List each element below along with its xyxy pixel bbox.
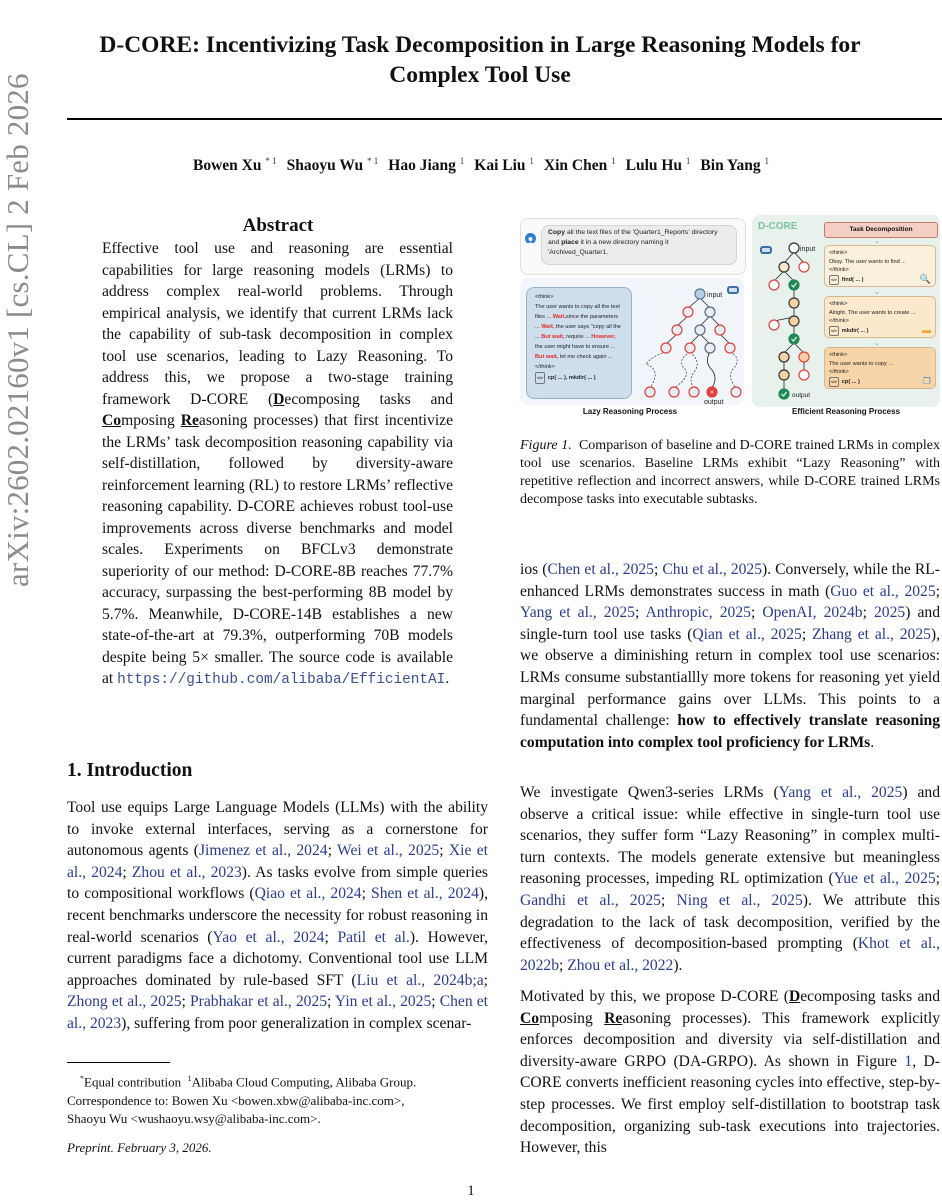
step-think-line: <think> xyxy=(829,301,848,307)
citation-link[interactable]: Chen et al., 2023 xyxy=(67,993,489,1032)
citation-link[interactable]: Khot et al., 2022b xyxy=(520,935,940,974)
body-text: ; xyxy=(181,993,190,1011)
think-text: the user might have to ensure ... xyxy=(535,344,616,350)
citation-link[interactable]: Ning et al., 2025 xyxy=(676,891,803,909)
body-text: ; xyxy=(431,993,440,1011)
body-text: We investigate Qwen3-series LRMs ( xyxy=(520,784,779,801)
citation-link[interactable]: Zhang et al., 2025 xyxy=(812,625,931,643)
think-text: since the parameters ... xyxy=(535,314,619,330)
body-text: ), suffering from poor generalization in complex scenar- xyxy=(121,1014,472,1032)
page-number: 1 xyxy=(467,1183,475,1199)
author-affiliation-mark: 1 xyxy=(685,156,691,166)
citation-link[interactable]: Liu et al., 2024b;a xyxy=(356,971,484,989)
body-text: ; xyxy=(862,604,874,622)
citation-link[interactable]: Chen et al., 2025 xyxy=(547,561,654,578)
reflection-word: But wait, xyxy=(541,334,565,340)
citation-link[interactable]: Yang et al., 2025 xyxy=(778,784,903,801)
bold-text: how to effectively translate reasoning computation into complex tool proficiency for LRMs xyxy=(520,712,941,751)
lazy-think-box: <think> The user wants to copy all the text files ... Wait,since the parameters ... Wait, the user says "copy all the ... But wait, require ... However, the user might have to ensure ... But wait, let me check again ... </think> </> cp( ... ), mkdir( ... ) xyxy=(526,287,632,399)
abstract-body xyxy=(102,238,453,692)
preprint-date: Preprint. February 3, 2026. xyxy=(67,1140,212,1155)
section-heading-introduction: 1. Introduction xyxy=(67,760,193,781)
task-decomposition-header: Task Decomposition xyxy=(824,222,938,238)
body-text: ; xyxy=(653,561,663,578)
code-icon: </> xyxy=(829,377,839,388)
author-name: Kai Liu $^1$ xyxy=(474,156,534,175)
robot-icon xyxy=(760,246,772,254)
citation-link[interactable]: Gandhi et al., 2025 xyxy=(520,891,661,909)
author-name: Xin Chen $^1$ xyxy=(543,156,616,175)
step-think-line: The user wants to copy ... xyxy=(829,360,894,367)
dcore-tag: D-CORE xyxy=(758,221,798,232)
citation-link[interactable]: Zhong et al., 2025 xyxy=(67,993,182,1011)
citation-link[interactable]: Yue et al., 2025 xyxy=(833,870,936,888)
query-bold-place: place xyxy=(561,239,579,246)
body-text: Motivated by this, we propose D-CORE ( xyxy=(520,988,789,1005)
reflection-word: However, xyxy=(591,334,616,340)
tree-output-label: output xyxy=(704,399,724,405)
body-text: , D-CORE converts inefficient reasoning cycles into effective, step-by-step processes. We first employ self-distillation to bootstrap task decomposition, organizing sub-task executions into trajectories. However, this xyxy=(520,1052,940,1157)
query-text-2: it in a new directory naming it 'Archived_Quarter1. xyxy=(548,239,669,256)
user-query-card xyxy=(520,218,746,275)
author-affiliation-mark: * 1 xyxy=(367,156,379,166)
author-name: Lulu Hu $^1$ xyxy=(625,156,691,175)
footnote-correspondence-1: Correspondence to: Bowen Xu <bowen.xbw@alibaba-inc.com>, xyxy=(67,1092,405,1108)
footnote-rule xyxy=(67,1062,170,1063)
author-affiliation-mark: 1 xyxy=(529,156,534,166)
figure-1 xyxy=(514,215,942,425)
step-think-line: Okay. The user wants to find ... xyxy=(829,258,906,265)
citation-link[interactable]: 2025 xyxy=(874,604,906,622)
arxiv-stamp-text[interactable]: arXiv:2602.02160v1 [cs.CL] 2 Feb 2026 xyxy=(0,73,35,587)
abstract-text-4: asoning processes) that first incentivize the LRMs’ task decomposition reasoning capability via self-distillation, followed by diversity-aware reinforcement learning (RL) to restore LRMs’ reflective reasoning capability. D-CORE achieves robust tool-use improvements across diverse benchmarks and model scales. Experiments on BFCLv3 demonstrate superiority of our method: D-CORE-8B reaches 77.7% accuracy, surpassing the best-performing 8B model by 5.7%. Meanwhile, D-CORE-14B establishes a new state-of-the-art at 79.3%, outperforming 70B models despite being 5× smaller. The source code is available at xyxy=(102,412,453,687)
think-text: The user wants to copy all the text files ... xyxy=(535,304,620,320)
code-icon: </> xyxy=(829,326,839,337)
author-name: Hao Jiang $^1$ xyxy=(388,156,465,175)
author-name: Bowen Xu $^{* 1}$ xyxy=(193,156,277,175)
body-text: ). We attribute this degradation to the lack of task decomposition, verified by the effectiveness of decomposition-based prompting ( xyxy=(520,891,941,953)
footnote-affiliation: Alibaba Cloud Computing, Alibaba Group. xyxy=(191,1074,417,1090)
code-icon: </> xyxy=(829,275,839,286)
acronym-d: D xyxy=(273,390,285,408)
citation-link[interactable]: Zhou et al., 2023 xyxy=(131,863,242,881)
body-text: ; xyxy=(327,993,335,1011)
copy-file-icon: ❐ xyxy=(922,375,931,386)
title-line-1: D-CORE: Incentivizing Task Decomposition in Large Reasoning Models for xyxy=(99,32,861,58)
citation-link[interactable]: Yao et al., 2024 xyxy=(212,928,325,946)
citation-link[interactable]: Zhou et al., 2022 xyxy=(567,956,674,974)
user-query-text xyxy=(541,225,737,265)
body-text: ), recent benchmarks underscore the necessity for robust reasoning in real-world scenarios ( xyxy=(67,885,488,946)
acronym-co: Co xyxy=(102,412,122,429)
author-list xyxy=(60,156,902,175)
caption-label: Figure 1. xyxy=(520,438,572,453)
acronym-letter: Co xyxy=(520,1009,540,1027)
body-text: ; xyxy=(660,891,677,909)
reflection-word: Wait, xyxy=(552,314,566,320)
acronym-re: Re xyxy=(180,412,199,429)
citation-link[interactable]: 1 xyxy=(904,1052,913,1070)
body-text: ) and observe a critical issue: while effective in single-turn tool use scenarios, they suffer form “Lazy Reasoning” in complex multi-turn contexts. The models generate extensive but meaningless reasoning processes, impeding RL optimization ( xyxy=(520,784,941,888)
step-box-find: <think> Okay. The user wants to find ... </think> </> find( ... ) 🔍 xyxy=(824,245,936,287)
body-text: ; xyxy=(361,885,372,903)
efficient-reasoning-panel xyxy=(752,215,940,407)
reflection-word: But wait, xyxy=(535,354,559,360)
intro-paragraph-2 xyxy=(520,782,940,976)
intro-paragraph-3 xyxy=(520,986,940,1159)
citation-link[interactable]: Patil et al. xyxy=(337,928,410,946)
github-link[interactable]: https://github.com/alibaba/EfficientAI xyxy=(117,672,446,688)
title-line-2: Complex Tool Use xyxy=(389,62,571,88)
citation-link[interactable]: Anthropic, 2025 xyxy=(645,604,751,622)
body-text: ; xyxy=(935,582,940,600)
intro-paragraph-1-continued xyxy=(520,559,940,753)
body-text: ; xyxy=(935,870,941,888)
think-text: require ... xyxy=(564,334,592,340)
body-text: ; xyxy=(439,842,449,860)
body-text: . xyxy=(870,733,875,751)
x-icon: × xyxy=(710,389,715,397)
abstract-text-3: mposing xyxy=(121,412,181,429)
acronym-letter: Re xyxy=(604,1009,623,1027)
efficient-reasoning-label: Efficient Reasoning Process xyxy=(791,407,901,416)
body-text: mposing xyxy=(539,1009,605,1027)
citation-link[interactable]: Chu et al., 2025 xyxy=(662,561,762,578)
abstract-end: . xyxy=(445,670,450,687)
body-text: ios ( xyxy=(520,561,548,578)
citation-link[interactable]: Xie et al., 2024 xyxy=(67,842,489,881)
body-text: ). However, current paradigms face a dichotomy. Conventional tool use LLM approaches dominated by rule-based SFT ( xyxy=(67,928,489,989)
acronym-letter: D xyxy=(788,988,801,1005)
svg-text:output: output xyxy=(792,392,811,399)
step-box-cp: <think> The user wants to copy ... </think> </> cp( ... ) ❐ xyxy=(824,347,936,389)
author-affiliation-mark: 1 xyxy=(611,156,616,166)
step-think-line: Alright. The user wants to create ... xyxy=(829,309,916,316)
step-think-line: </think> xyxy=(829,318,849,324)
citation-link[interactable]: OpenAI, 2024b xyxy=(762,604,863,622)
svg-text:input: input xyxy=(800,246,816,253)
lazy-reasoning-area xyxy=(520,278,744,405)
arxiv-stamp[interactable] xyxy=(0,73,38,587)
step-think-line: <think> xyxy=(829,250,848,256)
efficient-reasoning-tree xyxy=(752,239,824,407)
abstract-text-1: Effective tool use and reasoning are essential capabilities for large reasoning models (LRMs) to address complex real-world problems. Through empirical analysis, we identify that current LRMs lack the capability of sub-task decomposition in complex tool use scenarios, leading to Lazy Reasoning. To address this, we propose a two-stage training framework D-CORE ( xyxy=(102,240,453,408)
citation-link[interactable]: Jimenez et al., 2024 xyxy=(198,842,328,860)
body-text: ). xyxy=(673,956,683,974)
reflection-word: Wait, xyxy=(541,324,555,330)
body-text: ; xyxy=(558,956,568,974)
lazy-reasoning-tree xyxy=(632,278,744,405)
body-text: ) and single-turn tool use tasks ( xyxy=(520,604,940,643)
chevron-down-icon: ⌄ xyxy=(874,238,880,245)
citation-link[interactable]: Qian et al., 2025 xyxy=(692,625,802,643)
paper-title xyxy=(60,30,900,90)
user-avatar-icon xyxy=(525,233,536,244)
body-text: ; xyxy=(483,971,488,989)
body-text: ). As tasks evolve from simple queries to compositional workflows ( xyxy=(67,863,488,903)
body-text: ). Conversely, while the RL-enhanced LRMs demonstrates success in math ( xyxy=(520,561,940,600)
body-text: ; xyxy=(634,604,646,622)
body-text: ; xyxy=(327,842,337,860)
author-affiliation-mark: 1 xyxy=(459,156,465,166)
tree-input-label: input xyxy=(707,292,723,299)
body-text: asoning processes). This framework explicitly enforces decomposition and diversity via self-distillation and diversity-aware GRPO (DA-GRPO). As shown in Figure xyxy=(520,1009,940,1070)
author-affiliation-mark: 1 xyxy=(764,156,769,166)
intro-paragraph-1 xyxy=(67,797,488,1035)
body-text: ; xyxy=(122,863,132,881)
title-rule xyxy=(67,118,942,120)
chevron-down-icon: ⌄ xyxy=(874,340,880,347)
step-think-line: </think> xyxy=(829,267,849,273)
figure-caption xyxy=(520,437,940,509)
folder-icon: ▬ xyxy=(922,324,931,335)
search-icon: 🔍 xyxy=(919,273,931,284)
body-text: ), we observe a diminishing return in complex tool use scenarios: LRMs consume substantiallly more tokens for reasoning yet yield marginal performance gains over LLMs. This points to a fundamental challenge: xyxy=(520,625,941,730)
robot-icon xyxy=(727,286,739,294)
body-text: ; xyxy=(324,928,338,946)
step-think-line: <think> xyxy=(829,352,848,358)
citation-link[interactable]: Shen et al., 2024 xyxy=(371,885,479,903)
citation-link[interactable]: Guo et al., 2025 xyxy=(830,582,936,600)
body-text: Tool use equips Large Language Models (LLMs) with the ability to invoke external interfaces, serving as a cornerstone for autonomous agents ( xyxy=(67,799,488,860)
chevron-down-icon: ⌄ xyxy=(874,289,880,296)
caption-text: Comparison of baseline and D-CORE trained LRMs in complex tool use scenarios. Baseline LRMs exhibit “Lazy Reasoning” with repetitive reflection and incorrect answers, while D-CORE trained LRMs decompose tasks into executable subtasks. xyxy=(520,438,940,507)
body-text: ecomposing tasks and xyxy=(800,988,941,1005)
think-text: let me check again ... xyxy=(558,354,613,360)
citation-link[interactable]: Wei et al., 2025 xyxy=(336,842,440,860)
citation-link[interactable]: Yang et al., 2025 xyxy=(520,604,635,622)
footnote-equal-contribution: Equal contribution xyxy=(84,1074,182,1090)
query-text-1: all the text files of the 'Quarter1_Reports' directory and xyxy=(548,229,718,246)
author-affiliation-mark: * 1 xyxy=(265,156,277,166)
lazy-reasoning-label: Lazy Reasoning Process xyxy=(582,407,678,416)
lazy-reasoning-panel xyxy=(514,215,746,416)
citation-link[interactable]: Yin et al., 2025 xyxy=(334,993,432,1011)
citation-link[interactable]: Qiao et al., 2024 xyxy=(254,885,362,903)
footnote: *Equal contribution $^1$Alibaba Cloud Computing, Alibaba Group. Correspondence to: Bowen Xu <bowen.xbw@alibaba-inc.com>, Shaoyu Wu <wushaoyu.wsy@alibaba-inc.com>. xyxy=(67,1074,417,1127)
author-name: Bin Yang $^1$ xyxy=(700,156,769,175)
author-name: Shaoyu Wu $^{* 1}$ xyxy=(286,156,379,175)
abstract-text-2: ecomposing tasks and xyxy=(284,390,453,408)
code-icon: </> xyxy=(535,372,545,384)
query-bold-copy: Copy xyxy=(548,229,565,236)
body-text: ; xyxy=(750,604,763,622)
step-think-line: </think> xyxy=(829,369,849,375)
body-text: ; xyxy=(801,625,813,643)
step-box-mkdir: <think> Alright. The user wants to create ... </think> </> mkdir( ... ) ▬ xyxy=(824,296,936,338)
think-text: the user says "copy all the ... xyxy=(535,324,622,340)
footnote-correspondence-2: Shaoyu Wu <wushaoyu.wsy@alibaba-inc.com>. xyxy=(67,1111,321,1127)
citation-link[interactable]: Prabhakar et al., 2025 xyxy=(190,993,328,1011)
abstract-heading: Abstract xyxy=(242,215,314,236)
